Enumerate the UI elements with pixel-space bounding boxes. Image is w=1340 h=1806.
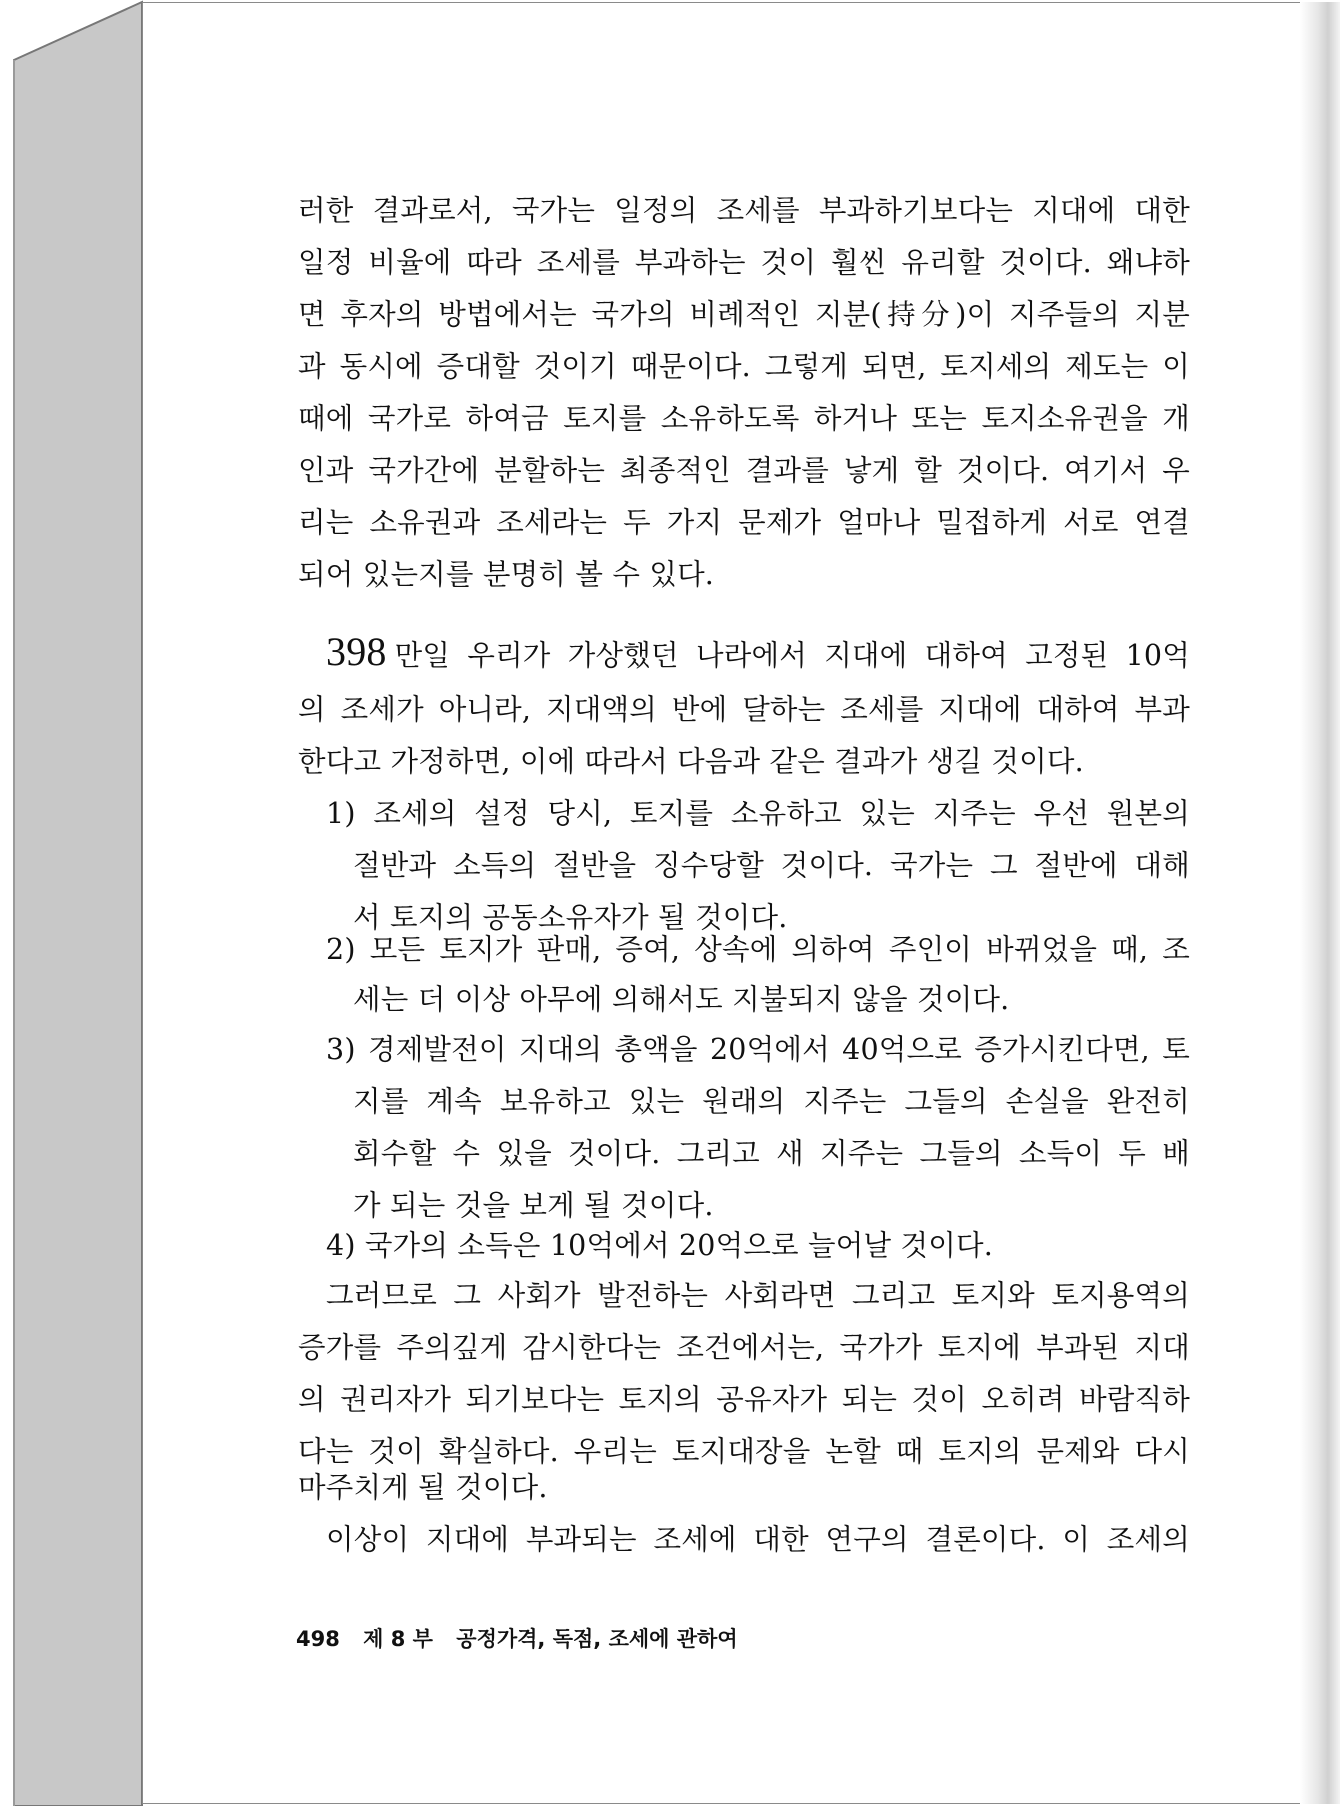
body-line: 증가를 주의깊게 감시한다는 조건에서는, 국가가 토지에 부과된 지대	[298, 1331, 1190, 1364]
page-edge-shadow	[1300, 2, 1340, 1804]
body-line: 면 후자의 방법에서는 국가의 비례적인 지분(持分)이 지주들의 지분	[298, 298, 1190, 331]
body-line: 때에 국가로 하여금 토지를 소유하도록 하거나 또는 토지소유권을 개	[298, 402, 1190, 435]
body-line: 이상이 지대에 부과되는 조세에 대한 연구의 결론이다. 이 조세의	[326, 1523, 1190, 1556]
body-line: 마주치게 될 것이다.	[298, 1471, 548, 1504]
book-spine-graphic	[0, 0, 145, 1806]
page-footer	[296, 1621, 754, 1657]
book-spine	[0, 0, 145, 1806]
part-label: 제 8 부	[363, 1627, 433, 1651]
list-item-line: 지를 계속 보유하고 있는 원래의 지주는 그들의 손실을 완전히	[353, 1085, 1190, 1118]
body-line: 다는 것이 확실하다. 우리는 토지대장을 논할 때 토지의 문제와 다시	[298, 1435, 1190, 1468]
body-line: 한다고 가정하면, 이에 따라서 다음과 같은 결과가 생길 것이다.	[298, 745, 1084, 778]
section-first-line-text: 만일 우리가 가상했던 나라에서 지대에 대하여 고정된 10억	[394, 639, 1190, 672]
body-line: 리는 소유권과 조세라는 두 가지 문제가 얼마나 밀접하게 서로 연결	[298, 506, 1190, 539]
list-item-line: 회수할 수 있을 것이다. 그리고 새 지주는 그들의 소득이 두 배	[353, 1137, 1190, 1170]
body-line: 의 권리자가 되기보다는 토지의 공유자가 되는 것이 오히려 바람직하	[298, 1383, 1190, 1416]
list-item-line: 가 되는 것을 보게 될 것이다.	[353, 1189, 714, 1222]
body-line: 일정 비율에 따라 조세를 부과하는 것이 훨씬 유리할 것이다. 왜냐하	[298, 246, 1190, 279]
body-line: 과 동시에 증대할 것이기 때문이다. 그렇게 되면, 토지세의 제도는 이	[298, 350, 1190, 383]
part-title: 공정가격, 독점, 조세에 관하여	[456, 1627, 738, 1651]
section-number: 398	[326, 629, 387, 674]
body-line: 러한 결과로서, 국가는 일정의 조세를 부과하기보다는 지대에 대한	[298, 194, 1190, 227]
list-item-line: 3) 경제발전이 지대의 총액을 20억에서 40억으로 증가시킨다면, 토	[326, 1033, 1190, 1066]
body-line: 인과 국가간에 분할하는 최종적인 결과를 낳게 할 것이다. 여기서 우	[298, 454, 1190, 487]
body-line: 의 조세가 아니라, 지대액의 반에 달하는 조세를 지대에 대하여 부과	[298, 693, 1190, 726]
list-item-line: 절반과 소득의 절반을 징수당할 것이다. 국가는 그 절반에 대해	[353, 849, 1190, 882]
body-line: 그러므로 그 사회가 발전하는 사회라면 그리고 토지와 토지용역의	[326, 1279, 1190, 1312]
list-item-line: 1) 조세의 설정 당시, 토지를 소유하고 있는 지주는 우선 원본의	[326, 797, 1190, 830]
list-item-line: 2) 모든 토지가 판매, 증여, 상속에 의하여 주인이 바뀌었을 때, 조	[326, 933, 1190, 966]
body-line: 되어 있는지를 분명히 볼 수 있다.	[298, 558, 715, 591]
section-first-line	[326, 629, 1190, 674]
list-item-line: 서 토지의 공동소유자가 될 것이다.	[353, 901, 788, 934]
list-item-line: 4) 국가의 소득은 10억에서 20억으로 늘어날 것이다.	[326, 1229, 993, 1262]
page-number: 498	[296, 1627, 340, 1651]
list-item-line: 세는 더 이상 아무에 의해서도 지불되지 않을 것이다.	[353, 983, 1010, 1016]
